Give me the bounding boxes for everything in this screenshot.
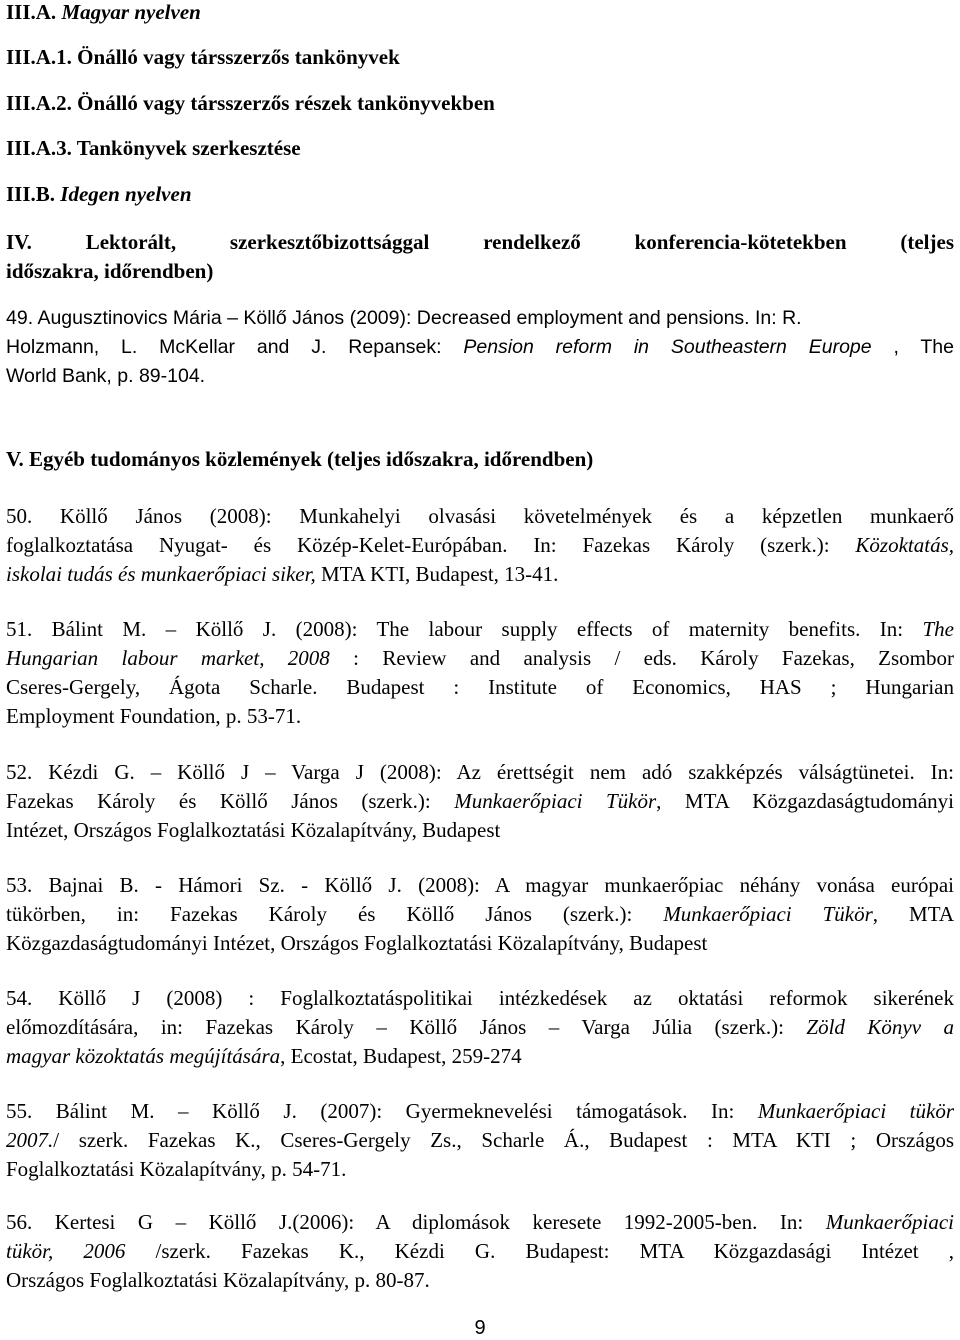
heading-5: V. Egyéb tudományos közlemények (teljes időszakra, időrendben) xyxy=(6,447,594,471)
entry-55-line2 xyxy=(6,1126,954,1155)
entry-50-book-title-cont: iskolai tudás és munkaerőpiaci siker, xyxy=(6,562,316,586)
heading-3a3: III.A.3. Tankönyvek szerkesztése xyxy=(6,136,301,160)
entry-49-authors: Holzmann, L. McKellar and J. Repansek: xyxy=(6,336,464,358)
entry-51-line3: Cseres-Gergely, Ágota Scharle. Budapest : Institute of Economics, HAS ; Hungarian xyxy=(6,675,954,699)
entry-49-publisher-start: , The xyxy=(871,336,954,358)
entry-51-text: 51. Bálint M. – Köllő J. (2008): The labour supply effects of maternity benefits. In: xyxy=(6,617,923,641)
entry-50-line2 xyxy=(6,531,954,560)
heading-4-line1: IV. Lektorált, szerkesztőbizottsággal rendelkező konferencia-kötetekben (teljes xyxy=(6,230,954,254)
entry-56-line2 xyxy=(6,1237,954,1266)
entry-49-line2 xyxy=(6,333,954,362)
entry-54-line2 xyxy=(6,1013,954,1042)
entry-52-line1: 52. Kézdi G. – Köllő J – Varga J (2008): Az érettségit nem adó szakképzés válságtünetei. In: xyxy=(6,760,954,784)
entry-50-line3 xyxy=(6,560,954,589)
entry-54-line1: 54. Köllő J (2008) : Foglalkoztatáspolitikai intézkedések az oktatási reformok sikerének xyxy=(6,986,954,1010)
entry-51-line4: Employment Foundation, p. 53-71. xyxy=(6,704,302,728)
entry-55-book-title-cont: 2007. xyxy=(6,1128,54,1152)
entry-51-line1 xyxy=(6,615,954,644)
entry-54-line3 xyxy=(6,1042,954,1071)
entry-51-editors: : Review and analysis / eds. Károly Fazekas, Zsombor xyxy=(329,646,954,670)
entry-51-book-title: The xyxy=(922,617,954,641)
entry-53-editors: tükörben, in: Fazekas Károly és Köllő János (szerk.): xyxy=(6,902,664,926)
entry-51-book-title-cont: Hungarian labour market, 2008 xyxy=(6,646,330,670)
entry-55-line1 xyxy=(6,1097,954,1126)
heading-3b xyxy=(6,180,954,209)
entry-53-publisher-start: , MTA xyxy=(872,902,955,926)
heading-3b-title: Idegen nyelven xyxy=(60,182,192,206)
entry-51-line2 xyxy=(6,644,954,673)
entry-50-line1: 50. Köllő János (2008): Munkahelyi olvasási követelmények és a képzetlen munkaerő xyxy=(6,504,954,528)
entry-56-line1 xyxy=(6,1208,954,1237)
entry-56-editors: /szerk. Fazekas K., Kézdi G. Budapest: MTA Közgazdasági Intézet , xyxy=(125,1239,954,1263)
entry-54-book-title-cont: magyar közoktatás megújítására xyxy=(6,1044,281,1068)
entry-54-book-title: Zöld Könyv a xyxy=(806,1015,954,1039)
entry-54-publisher: , Ecostat, Budapest, 259-274 xyxy=(280,1044,522,1068)
heading-3a2: III.A.2. Önálló vagy társszerzős részek tankönyvekben xyxy=(6,91,495,115)
entry-55-editors: / szerk. Fazekas K., Cseres-Gergely Zs., Scharle Á., Budapest : MTA KTI ; Országos xyxy=(53,1128,954,1152)
heading-3b-number: III.B. xyxy=(6,182,56,206)
entry-49-line1: 49. Augusztinovics Mária – Köllő János (2009): Decreased employment and pensions. In: R. xyxy=(6,307,802,329)
entry-55-text: 55. Bálint M. – Köllő J. (2007): Gyermeknevelési támogatások. In: xyxy=(6,1099,758,1123)
entry-50-book-title: Közoktatás, xyxy=(855,533,954,557)
entry-54-editors: előmozdítására, in: Fazekas Károly – Köllő János – Varga Júlia (szerk.): xyxy=(6,1015,807,1039)
entry-56-book-title: Munkaerőpiaci xyxy=(825,1210,954,1234)
entry-50-text: foglalkoztatása Nyugat- és Közép-Kelet-Európában. In: Fazekas Károly (szerk.): xyxy=(6,533,856,557)
entry-56-book-title-cont: tükör, 2006 xyxy=(6,1239,126,1263)
entry-52-publisher-start: , MTA Közgazdaságtudományi xyxy=(656,789,954,813)
heading-3a-number: III.A. xyxy=(6,0,57,24)
entry-53-line3: Közgazdaságtudományi Intézet, Országos Foglalkoztatási Közalapítvány, Budapest xyxy=(6,931,708,955)
entry-49-line3: World Bank, p. 89-104. xyxy=(6,365,206,387)
entry-52-line2 xyxy=(6,787,954,816)
heading-3a xyxy=(6,0,954,27)
entry-52-line3: Intézet, Országos Foglalkoztatási Közalapítvány, Budapest xyxy=(6,818,501,842)
entry-55-book-title: Munkaerőpiaci tükör xyxy=(757,1099,954,1123)
page-number: 9 xyxy=(474,1317,486,1339)
entry-56-line3: Országos Foglalkoztatási Közalapítvány, p. 80-87. xyxy=(6,1268,430,1292)
entry-53-line1: 53. Bajnai B. - Hámori Sz. - Köllő J. (2008): A magyar munkaerőpiac néhány vonása európai xyxy=(6,873,954,897)
entry-49-book-title: Pension reform in Southeastern Europe xyxy=(463,336,872,358)
heading-3a-title: Magyar nyelven xyxy=(61,0,201,24)
entry-52-book-title: Munkaerőpiaci Tükör xyxy=(454,789,657,813)
heading-3a1: III.A.1. Önálló vagy társszerzős tankönyvek xyxy=(6,45,400,69)
entry-53-book-title: Munkaerőpiaci Tükör xyxy=(663,902,873,926)
entry-53-line2 xyxy=(6,900,954,929)
heading-4-line2: időszakra, időrendben) xyxy=(6,259,214,283)
entry-52-editors: Fazekas Károly és Köllő János (szerk.): xyxy=(6,789,455,813)
entry-56-text: 56. Kertesi G – Köllő J.(2006): A diplomások keresete 1992-2005-ben. In: xyxy=(6,1210,826,1234)
entry-55-line3: Foglalkoztatási Közalapítvány, p. 54-71. xyxy=(6,1157,347,1181)
entry-50-publisher: MTA KTI, Budapest, 13-41. xyxy=(315,562,559,586)
